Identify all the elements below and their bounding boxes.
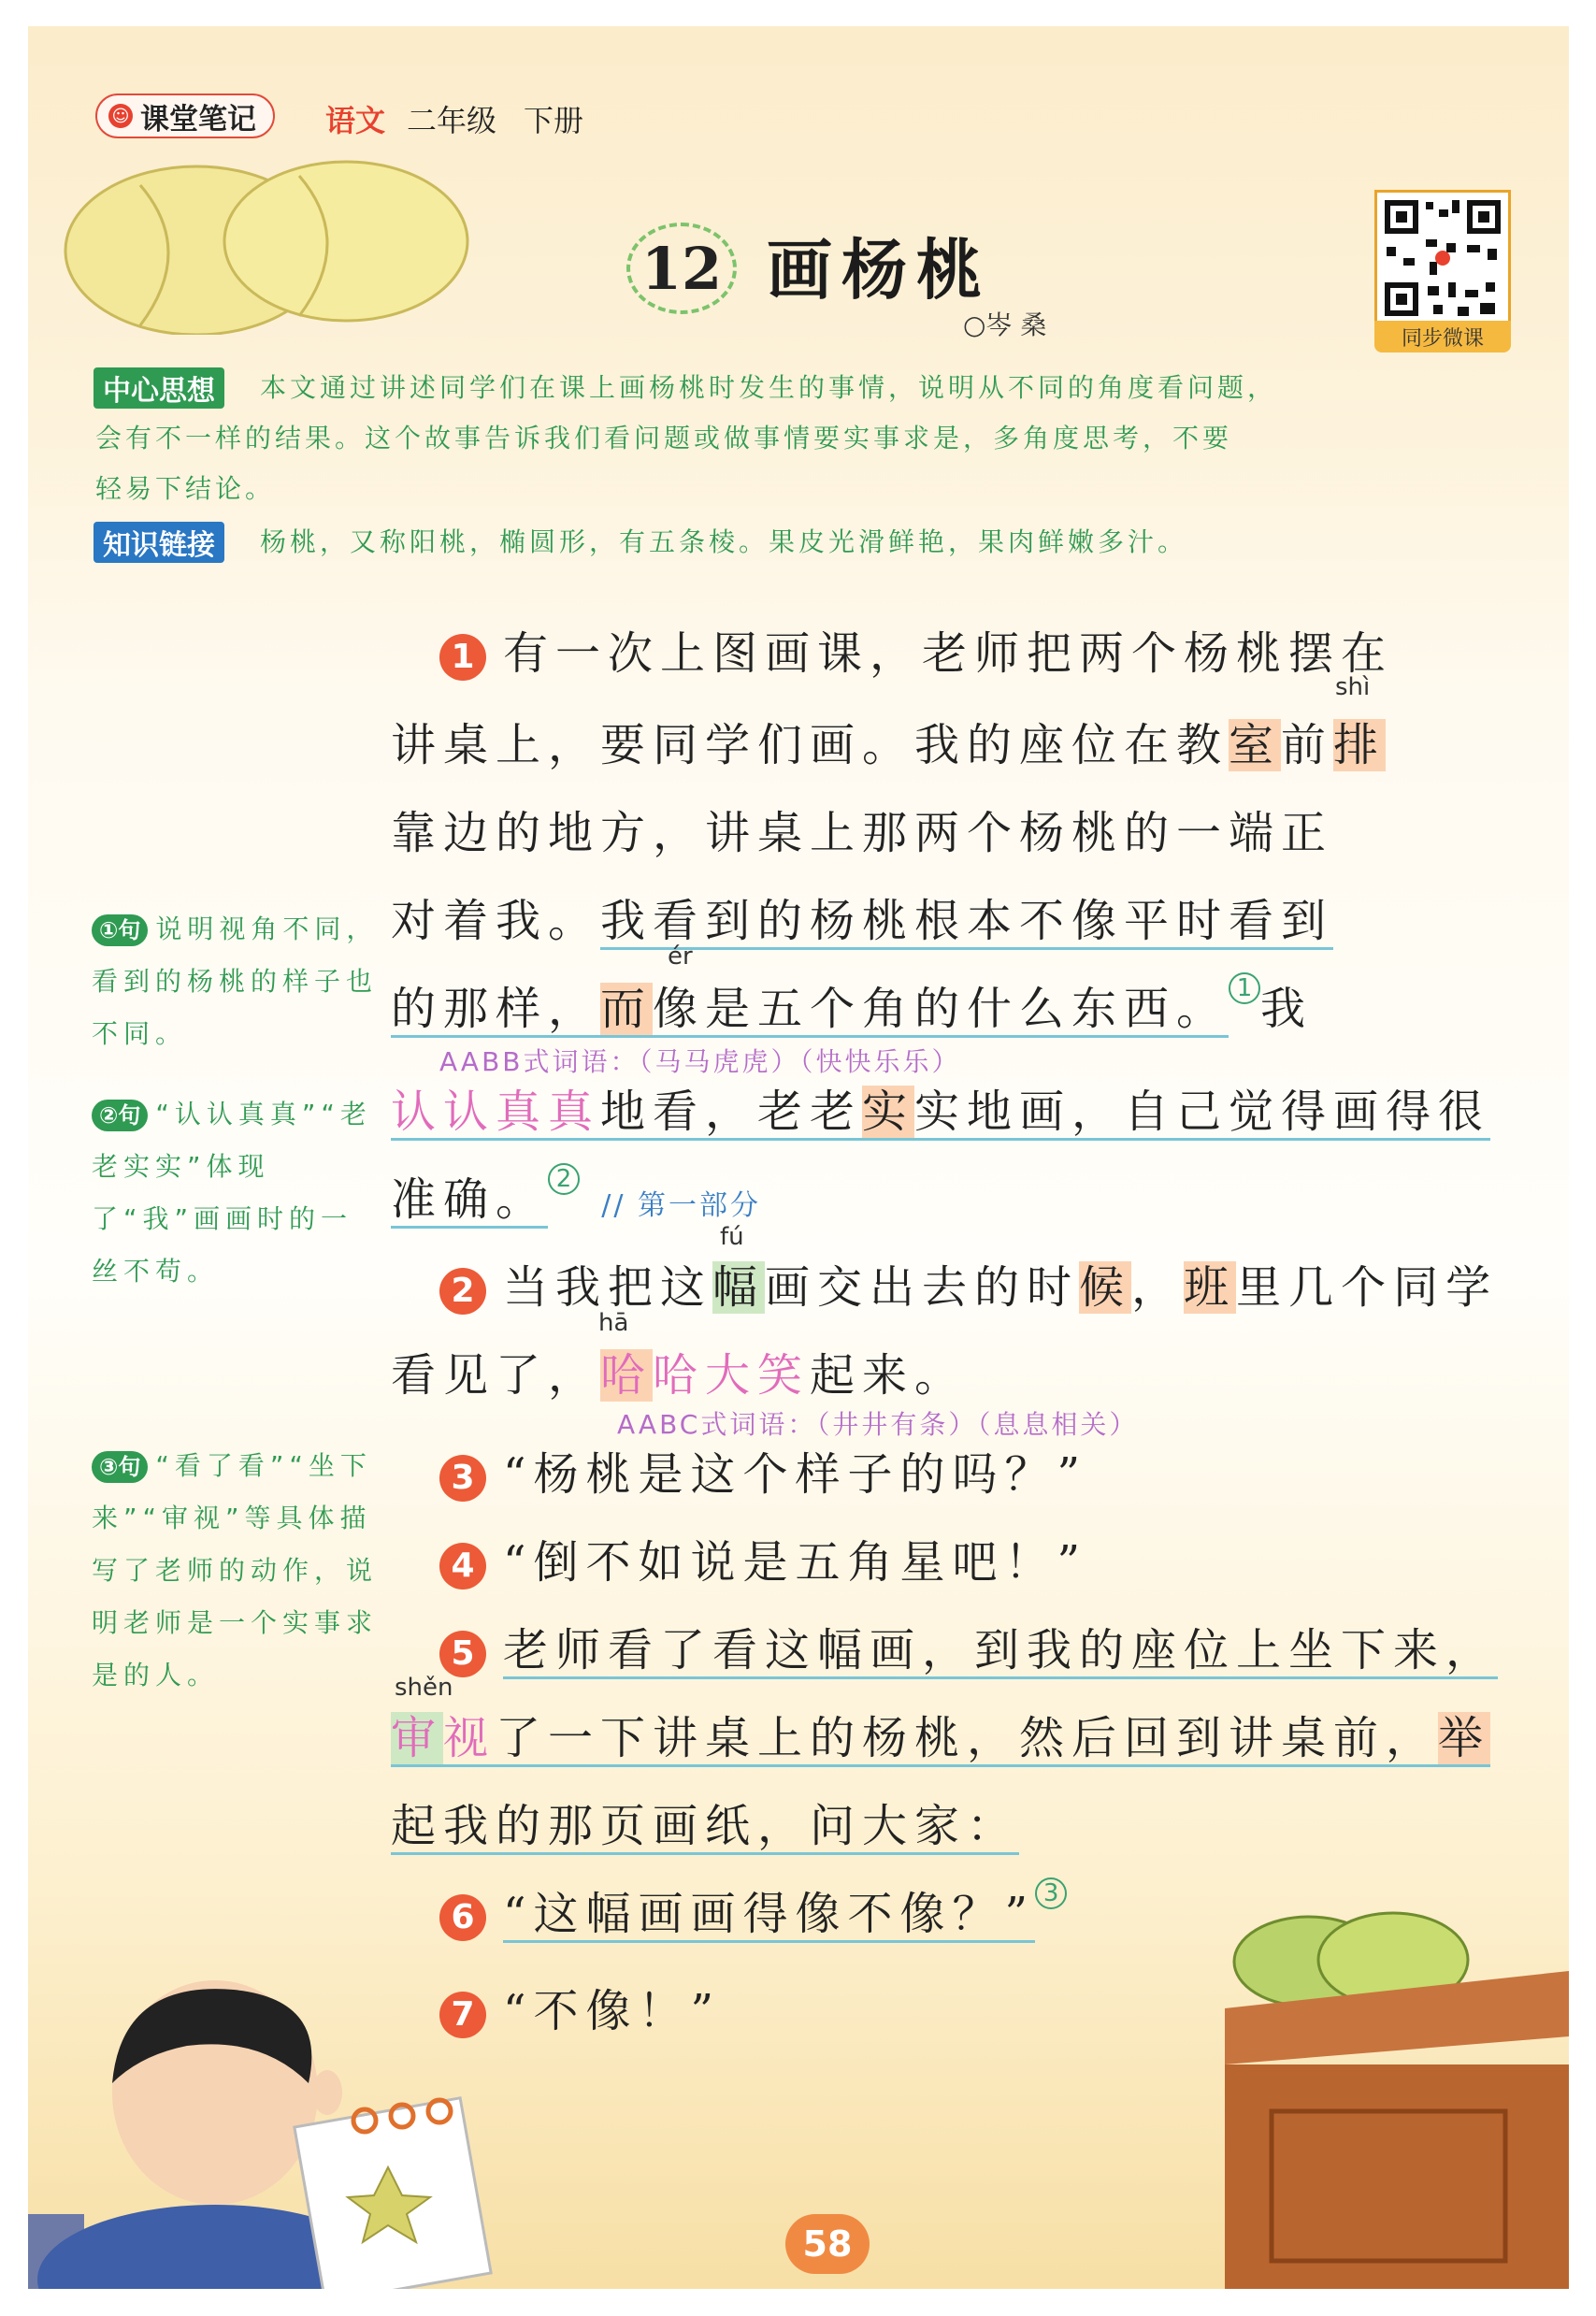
- knowledge-link-text: 杨桃，又称阳桃，椭圆形，有五条棱。果皮光滑鲜艳，果肉鲜嫩多汁。: [260, 526, 1188, 557]
- pinyin-ha: hā: [598, 1309, 629, 1337]
- text: 像是五个角的什么东西。: [653, 983, 1229, 1035]
- pinyin-shi: shì: [1335, 673, 1371, 701]
- aabc-word: 哈大笑: [653, 1349, 811, 1402]
- pinyin-er: ér: [668, 942, 693, 971]
- volume-label: 下册: [524, 103, 584, 138]
- highlight-word: 而: [600, 983, 654, 1035]
- text: 当我把这: [503, 1261, 713, 1314]
- note-tag: ①句: [92, 914, 148, 946]
- grade-label: 二年级: [407, 103, 497, 138]
- text: 视: [443, 1712, 496, 1767]
- p4: [439, 1526, 1569, 1590]
- highlight-word: 室: [1229, 719, 1282, 771]
- text: ，: [1131, 1261, 1185, 1314]
- paragraph-number: 1: [439, 634, 486, 681]
- p1-line7: [391, 1163, 1550, 1228]
- text: 画交出去的时: [765, 1261, 1080, 1314]
- smile-icon: ☺: [108, 104, 133, 128]
- paragraph-number: 4: [439, 1543, 486, 1590]
- brand-badge: [95, 94, 275, 138]
- text: 对着我。: [391, 895, 601, 947]
- text: 我: [1260, 983, 1314, 1035]
- paragraph-number: 6: [439, 1894, 486, 1941]
- text: 前: [1281, 719, 1334, 771]
- highlight-word: 候: [1079, 1261, 1132, 1314]
- p1-line6: [391, 1075, 1550, 1140]
- text: “不像！”: [503, 1985, 722, 2037]
- lesson-number: 12: [626, 223, 737, 314]
- section-marker: // 第一部分: [601, 1189, 762, 1222]
- side-note-1: [92, 903, 381, 1060]
- text: 有一次上图画课，老师把两个杨桃摆在: [503, 627, 1394, 680]
- text: “倒不如说是五角星吧！”: [503, 1536, 1088, 1589]
- underlined-text: 起我的那页画纸，问大家：: [391, 1800, 1019, 1855]
- brand-label: 课堂笔记: [140, 102, 256, 137]
- p1-line2: [391, 709, 1550, 773]
- paragraph-number: 7: [439, 1992, 486, 2038]
- underlined-text: 实地画，自己觉得画得很: [914, 1086, 1490, 1141]
- aabb-word: 认认真真: [391, 1086, 600, 1141]
- aabb-annotation: AABB式词语：（马马虎虎）（快快乐乐）: [439, 1046, 961, 1077]
- aabc-annotation: AABC式词语：（井井有条）（息息相关）: [617, 1409, 1139, 1440]
- highlight-word: 班: [1184, 1261, 1237, 1314]
- highlight-word: 排: [1333, 719, 1387, 771]
- underlined-text: 了一下讲桌上的杨桃，然后回到讲桌前，: [496, 1712, 1438, 1767]
- qr-caption: 同步微课: [1374, 321, 1511, 352]
- boy-drawing-illustration: [28, 1980, 552, 2289]
- underlined-text: 地看，老老: [600, 1086, 862, 1141]
- underlined-text: 我看到的杨桃根本不像平时看到: [600, 895, 1333, 950]
- p2-line2: [391, 1339, 1550, 1403]
- text: 看见了，: [391, 1349, 601, 1402]
- highlight-word: 实: [862, 1086, 914, 1141]
- p3: [439, 1438, 1569, 1503]
- note-tag: ②句: [92, 1100, 148, 1131]
- underlined-text: [391, 983, 1229, 1038]
- side-note-2: [92, 1088, 381, 1298]
- star-fruit-illustration: [56, 110, 486, 335]
- author: ○岑 桑: [963, 309, 1047, 340]
- p1-line5: [391, 972, 1550, 1037]
- note-text: 说明视角不同，看到的杨桃的样子也不同。: [92, 913, 379, 1049]
- highlight-word: 举: [1438, 1712, 1490, 1767]
- p5-line2: [391, 1702, 1550, 1766]
- annotation-mark-3: 3: [1035, 1877, 1067, 1909]
- knowledge-link-tag: 知识链接: [93, 522, 224, 563]
- underlined-text: “这幅画画得像不像？”: [503, 1888, 1035, 1943]
- text: “杨桃是这个样子的吗？”: [503, 1448, 1088, 1501]
- text: 里几个同学: [1236, 1261, 1499, 1314]
- note-text: “看了看”“坐下来”“审视”等具体描写了老师的动作，说明老师是一个实事求是的人。: [92, 1450, 379, 1690]
- p5-line3: [391, 1790, 1550, 1854]
- lesson-title: 画杨桃: [767, 231, 991, 309]
- underlined-text: 老师看了看这幅画，到我的座位上坐下来，: [503, 1624, 1498, 1679]
- highlight-word: 审: [391, 1712, 443, 1767]
- pinyin-shen: shěn: [395, 1674, 453, 1702]
- note-text: “认认真真”“老老实实”体现了“我”画画时的一丝不苟。: [92, 1099, 372, 1287]
- desk-illustration: [1206, 1906, 1569, 2289]
- p1-line1: [439, 617, 1569, 682]
- annotation-mark-1: 1: [1229, 972, 1260, 1004]
- qr-code-icon[interactable]: [1374, 190, 1511, 326]
- paragraph-number: 5: [439, 1631, 486, 1677]
- highlight-word: 哈: [600, 1349, 654, 1402]
- central-idea-line2: 会有不一样的结果。这个故事告诉我们看问题或做事情要实事求是，多角度思考，不要: [95, 423, 1233, 453]
- central-idea-line3: 轻易下结论。: [95, 473, 276, 504]
- paragraph-number: 3: [439, 1455, 486, 1502]
- text: 的那样，: [391, 983, 601, 1035]
- central-idea-line1: 本文通过讲述同学们在课上画杨桃时发生的事情，说明从不同的角度看问题，: [260, 372, 1278, 403]
- pinyin-fu: fú: [720, 1223, 744, 1251]
- p1-line4: [391, 885, 1550, 949]
- p1-line3: 靠边的地方，讲桌上那两个杨桃的一端正: [391, 807, 1334, 859]
- underlined-text: 准确。: [391, 1173, 548, 1229]
- note-tag: ③句: [92, 1451, 148, 1483]
- subject-label: 语文: [325, 103, 386, 138]
- text: 讲桌上，要同学们画。我的座位在教: [391, 719, 1229, 771]
- central-idea-tag: 中心思想: [93, 367, 224, 409]
- side-note-3: [92, 1440, 381, 1702]
- page-number: 58: [785, 2214, 870, 2274]
- p2-line1: [439, 1251, 1569, 1316]
- annotation-mark-2: 2: [548, 1163, 580, 1195]
- paragraph-number: 2: [439, 1268, 486, 1315]
- text: 起来。: [810, 1349, 968, 1402]
- textbook-page: [28, 26, 1569, 2289]
- p5-line1: [439, 1614, 1569, 1678]
- highlight-word: 幅: [712, 1261, 766, 1314]
